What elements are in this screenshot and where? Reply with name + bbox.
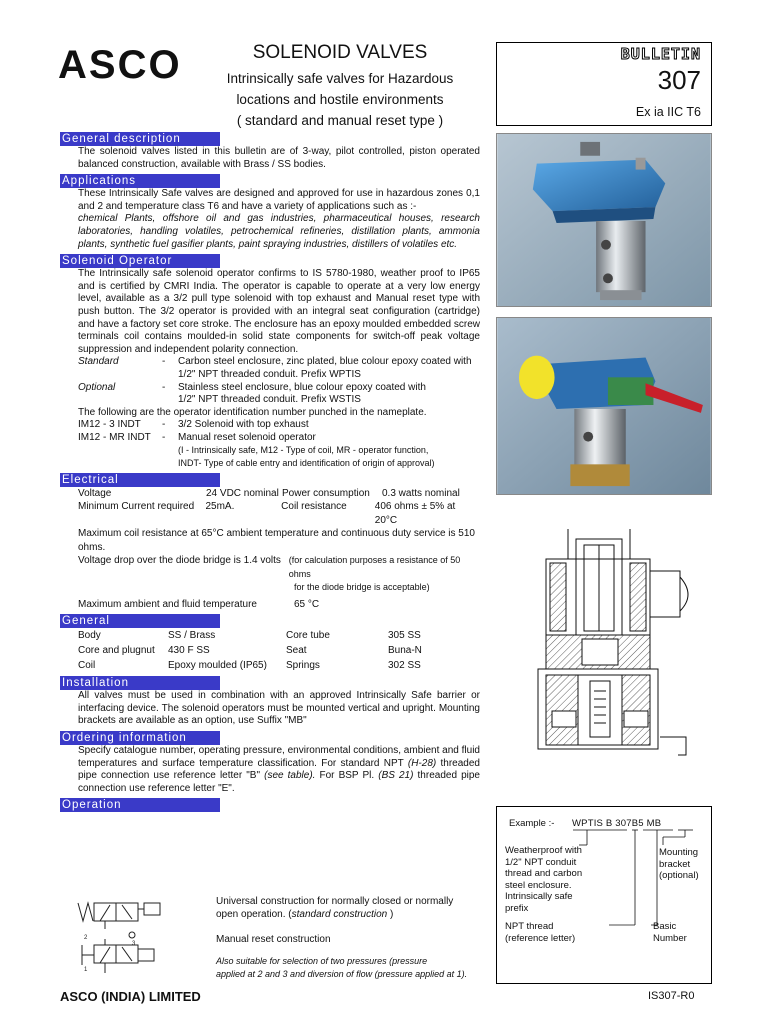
ordering-text-part: (H-28) — [407, 757, 437, 769]
electrical-row-4 — [60, 554, 480, 581]
operation-text-3a: Also suitable for selection of two pressures (pressure — [216, 956, 428, 966]
dash: - — [162, 356, 166, 368]
mount-line: (optional) — [659, 870, 699, 881]
ordering-text-part: Specify catalogue number, operating pressure, environmental conditions, ambient and fluid temperatures and surface temperature classification. For standard NPT — [78, 744, 480, 769]
general-row — [60, 628, 480, 643]
weather-line: 1/2" NPT conduit — [505, 856, 577, 868]
general-description-text: The solenoid valves listed in this bulletin are of 3-way, pilot controlled, piston operated balanced construction, available with Brass / SS bodies. — [78, 146, 480, 170]
im2-code: IM12 - MR INDT — [78, 431, 151, 443]
section-heading-ordering: Ordering information — [60, 731, 220, 745]
basic-line: Basic — [653, 921, 677, 932]
section-heading-electrical: Electrical — [60, 473, 220, 487]
section-heading-solenoid-operator: Solenoid Operator — [60, 254, 220, 268]
im1-row — [60, 419, 480, 432]
npt-line: NPT thread — [505, 921, 554, 932]
general-cell: SS / Brass — [168, 630, 216, 642]
solenoid-operator-text: The Intrinsically safe solenoid operator confirms to IS 5780-1980, weather proof to IP65 and is certified by CMRI India. The operator is capable to operate at a very low energy level, available as a 3/2 pull type solenoid with top exhaust and Manual reset type with push button. The 3/2 operator is provided with an integral seat configuration (cartridge) and have a factory set core stroke. The enclosure has an epoxy moulded embedded screw terminals coil contains moulded-in solid state components for switch-off peak voltage suppression and independent polarity connection. — [78, 268, 480, 355]
note-line-1: (I - Intrinsically safe, M12 - Type of coil, MR - operator function, — [178, 445, 429, 456]
section-heading-general: General — [60, 614, 220, 628]
note-row-1 — [60, 444, 480, 457]
valve-symbols-diagram — [72, 895, 212, 975]
general-cell: Coil — [78, 660, 96, 672]
note-line-2: INDT- Type of cable entry and identification of origin of approval) — [178, 458, 435, 469]
general-cell: Body — [78, 630, 101, 642]
general-cell: Core and plugnut — [78, 645, 155, 657]
general-cell: Core tube — [286, 630, 330, 642]
operation-text-3b: applied at 2 and 3 and diversion of flow (pressure applied at 1). — [216, 969, 468, 979]
electrical-row-2 — [60, 500, 480, 527]
ordering-text — [60, 745, 480, 795]
ordering-example-box — [496, 806, 712, 984]
ident-intro: The following are the operator identification number punched in the nameplate. — [78, 406, 427, 418]
power-label: Power consumption — [282, 487, 370, 499]
max-coil-resistance: Maximum coil resistance at 65°C ambient temperature and continuous duty service is 510 ohms. — [78, 528, 475, 553]
weather-line: Weatherproof with — [505, 845, 582, 856]
ordering-text-part: For BSP Pl. — [315, 770, 379, 782]
electrical-row-5 — [60, 581, 480, 595]
voltage-drop: Voltage drop over the diode bridge is 1.4 volts — [78, 555, 281, 567]
operation-text-part: standard construction — [291, 909, 388, 920]
max-temp-label: Maximum ambient and fluid temperature — [78, 598, 257, 610]
ordering-text-part: threaded pipe connection use reference letter "E". — [78, 770, 480, 794]
footer-doc-code: IS307-R0 — [648, 990, 695, 1002]
weather-label — [505, 845, 582, 914]
subtitle-line-3: ( standard and manual reset type ) — [236, 113, 444, 128]
mount-label — [659, 847, 699, 882]
power-value: 0.3 watts nominal — [382, 487, 460, 499]
dash: - — [162, 419, 166, 431]
dash: - — [162, 431, 166, 443]
standard-line-1: Carbon steel enclosure, zinc plated, blue colour epoxy coated with — [178, 356, 472, 368]
basic-line: Number — [653, 932, 687, 944]
min-current-value: 25mA. — [205, 501, 235, 513]
general-cell: Buna-N — [388, 645, 422, 657]
applications-list: chemical Plants, offshore oil and gas industries, pharmaceutical houses, research laboratories, handling volatiles, petrochemical refineries, distillation plants, ammonia plants, synthetic fuel gasifier plants, paint spraying industries, distillers of volatiles etc. — [78, 213, 480, 250]
note-row-2 — [60, 457, 480, 470]
valve-sectional-drawing — [510, 515, 710, 780]
basic-label — [653, 921, 687, 944]
general-cell: 430 F SS — [168, 645, 210, 657]
npt-label — [505, 921, 575, 944]
footer-company: ASCO (INDIA) LIMITED — [60, 989, 201, 1004]
voltage-drop-note-1: (for calculation purposes a resistance of 50 ohms — [288, 555, 461, 579]
voltage-label: Voltage — [78, 487, 112, 499]
standard-label: Standard — [78, 356, 119, 368]
optional-label: Optional — [78, 381, 116, 393]
ordering-text-part: (BS 21) — [378, 770, 414, 782]
section-heading-operation: Operation — [60, 798, 220, 812]
general-cell: Epoxy moulded (IP65) — [168, 660, 267, 672]
optional-row-2 — [60, 394, 480, 407]
electrical-row-3 — [60, 527, 480, 554]
ordering-text-part: threaded pipe connection use reference letter "B" — [78, 757, 480, 782]
product-photo-standard — [496, 133, 712, 307]
general-cell: 305 SS — [388, 630, 421, 642]
example-code: WPTIS B 307B5 MB — [572, 818, 662, 829]
im2-desc: Manual reset solenoid operator — [178, 431, 316, 443]
general-row — [60, 658, 480, 673]
weather-line: prefix — [505, 902, 529, 914]
bulletin-word: BULLETIN — [620, 45, 701, 63]
svg-text:1: 1 — [84, 967, 88, 973]
npt-line: (reference letter) — [505, 932, 576, 944]
asco-logo — [58, 44, 188, 84]
bulletin-box — [496, 42, 712, 126]
standard-row-2 — [60, 369, 480, 382]
weather-line: Intrinsically safe — [505, 891, 573, 902]
dash: - — [162, 381, 166, 393]
coil-res-value: 406 ohms ± 5% at 20°C — [374, 501, 456, 526]
operation-text-1 — [216, 895, 478, 921]
general-cell: 302 SS — [388, 660, 421, 672]
voltage-drop-note-2: for the diode bridge is acceptable) — [294, 582, 430, 593]
im1-desc: 3/2 Solenoid with top exhaust — [178, 419, 309, 431]
electrical-row-6 — [60, 598, 480, 612]
operation-text-part: ) — [387, 909, 394, 920]
bulletin-code: Ex ia IIC T6 — [635, 105, 701, 119]
bulletin-number: 307 — [657, 65, 701, 95]
general-cell: Springs — [286, 660, 320, 672]
standard-row — [60, 356, 480, 369]
subtitle-line-2: locations and hostile environments — [236, 92, 444, 107]
ordering-text-part: (see table). — [264, 770, 316, 782]
general-cell: Seat — [286, 645, 307, 657]
mount-line: bracket — [659, 858, 691, 870]
min-current-label: Minimum Current required — [78, 501, 195, 513]
im2-row — [60, 432, 480, 445]
page-title: SOLENOID VALVES — [252, 42, 428, 63]
svg-text:3: 3 — [132, 941, 136, 947]
optional-row — [60, 382, 480, 395]
svg-text:2: 2 — [84, 935, 88, 941]
product-photo-manual-reset — [496, 317, 712, 495]
content-column — [60, 132, 480, 812]
voltage-value: 24 VDC nominal — [206, 487, 279, 499]
operation-text-part: Universal construction for normally closed or normally open operation. ( — [216, 896, 454, 920]
example-label: Example :- — [509, 818, 555, 829]
electrical-row-1 — [60, 487, 480, 501]
section-heading-general-description: General description — [60, 132, 220, 146]
im1-code: IM12 - 3 INDT — [78, 419, 141, 431]
standard-line-2: 1/2" NPT threaded conduit. Prefix WPTIS — [178, 368, 361, 380]
general-row — [60, 643, 480, 658]
optional-line-1: Stainless steel enclosure, blue colour epoxy coated with — [178, 381, 426, 393]
section-heading-applications: Applications — [60, 174, 220, 188]
max-temp-value: 65 °C — [294, 598, 320, 610]
mount-line: Mounting — [659, 847, 699, 858]
operation-text-2: Manual reset construction — [216, 934, 331, 945]
section-heading-installation: Installation — [60, 676, 220, 690]
weather-line: thread and carbon — [505, 868, 583, 879]
coil-res-label: Coil resistance — [281, 501, 347, 513]
svg-text:ASCO: ASCO — [58, 44, 182, 84]
weather-line: steel enclosure. — [505, 879, 572, 891]
subtitle-line-1: Intrinsically safe valves for Hazardous — [226, 71, 454, 86]
optional-line-2: 1/2" NPT threaded conduit. Prefix WSTIS — [178, 394, 361, 406]
installation-text: All valves must be used in combination with an approved Intrinsically Safe barrier or interfacing device. The solenoid operators must be mounted vertical and upright. Mounting brackets are available as an option, use Suffix "MB" — [78, 690, 480, 727]
applications-text: These Intrinsically Safe valves are designed and approved for use in hazardous zones 0,1 and 2 and temperature class T6 and have a variety of applications such as :- — [78, 188, 480, 212]
